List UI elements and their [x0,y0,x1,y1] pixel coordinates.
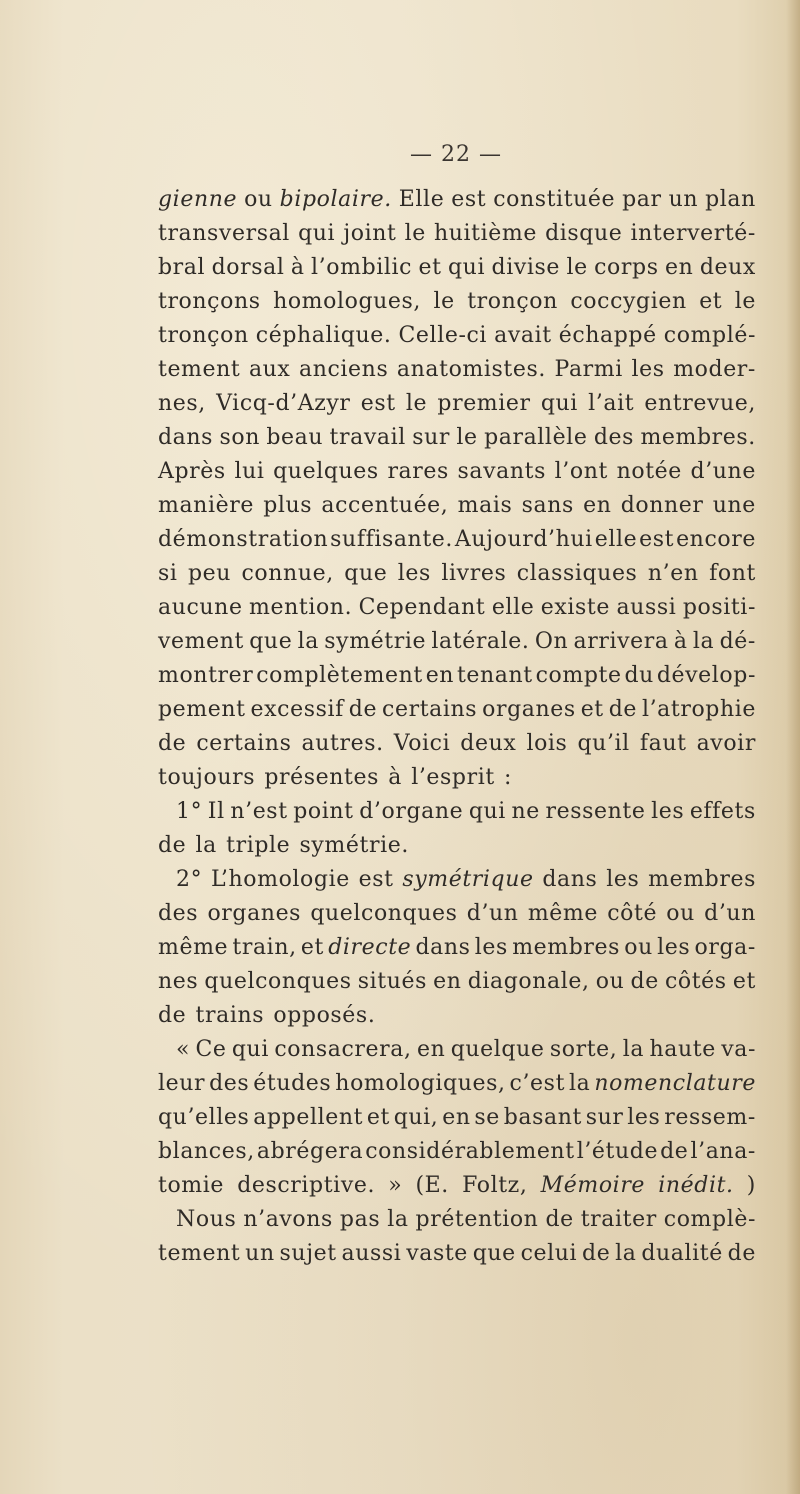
word: sur [585,1105,624,1130]
word: sur [412,425,451,450]
word: livres [441,561,507,586]
word: latérale. [431,629,530,654]
word: qu’il [577,731,630,756]
word: l’esprit [411,765,495,790]
word: avoir [696,731,756,756]
word: basant [503,1105,582,1130]
word: organes [482,697,576,722]
word: si [158,561,178,586]
word: l’ait [588,391,635,416]
text-line [158,285,756,319]
word: membres. [640,425,756,450]
word: disque [545,221,623,246]
word: Ce [195,1037,227,1062]
word: sujet [279,1241,337,1266]
word: de [158,731,187,756]
word: certains [382,697,478,722]
word: aucune [158,595,243,620]
word: va- [721,1037,756,1062]
word: connue, [241,561,334,586]
word: nomenclature [594,1071,756,1096]
word: et [366,1105,390,1130]
word: sans [521,493,574,518]
word: lois [526,731,568,756]
word: Nous [176,1207,237,1232]
text-line [158,897,756,931]
word: parallèle [484,425,588,450]
word: démonstration [158,527,329,552]
word: tenant [456,663,533,688]
word: consacrera, [274,1037,412,1062]
word: symétrique [402,867,534,892]
word: en [442,1105,471,1130]
word: ou [595,969,625,994]
word: n’est [230,799,288,824]
word: appellent [253,1105,364,1130]
word: ressente [545,799,646,824]
text-line [158,1033,756,1067]
word: le [734,289,756,314]
text-line [158,727,756,761]
word: par [622,187,662,212]
word: Foltz, [462,1173,528,1198]
page-number: — 22 — [410,142,502,167]
word: donner [620,493,704,518]
word: le [433,289,455,314]
word: et [300,935,324,960]
word: « [176,1037,191,1062]
word: faut [639,731,687,756]
text-line [158,625,756,659]
text-line [158,1067,756,1101]
word: de [348,697,378,722]
word: point [293,799,354,824]
word: l’ana- [690,1139,756,1164]
word: quelconques [204,969,352,994]
word: triple [226,833,291,858]
word: qui [468,799,506,824]
word: On [534,629,569,654]
word: des [209,1071,250,1096]
word: leur [158,1071,206,1096]
word: dorsal [211,255,285,280]
word: en [416,1037,446,1062]
word: peu [187,561,232,586]
word: deux [460,731,517,756]
word: d’organe [359,799,464,824]
word: les [397,561,431,586]
word: montrer [158,663,254,688]
word: entrevue, [644,391,756,416]
word: symétrie [324,629,427,654]
word: pement [158,697,246,722]
text-line [158,217,756,251]
word: tement [158,357,241,382]
word: la [692,629,715,654]
word: ressem- [664,1105,756,1130]
word: anatomistes. [396,357,546,382]
word: lui [234,459,265,484]
text-line [158,183,756,217]
word: positi- [682,595,756,620]
word: compte [535,663,622,688]
word: complè- [663,1207,756,1232]
word: est [639,527,675,552]
word: descriptive. [237,1173,376,1198]
word: qui [231,1037,269,1062]
word: céphalique. [255,323,392,348]
word: mais [457,493,513,518]
word: ou [624,935,653,960]
word: orga- [694,935,756,960]
text-line [158,353,756,387]
word: nes, [158,391,206,416]
word: Mémoire [540,1173,646,1198]
word: le [566,255,588,280]
word: tronçon [158,323,249,348]
word: 2° [176,867,203,892]
text-line [158,761,756,795]
word: : [504,765,513,790]
text-line [158,931,756,965]
word: dans [542,867,598,892]
word: de [608,697,637,722]
word: l’étude [576,1139,659,1164]
word: des [593,425,635,450]
word: Après [158,459,226,484]
word: considérablement [365,1139,575,1164]
text-line [158,489,756,523]
word: bipolaire. [279,187,392,212]
word: présentes [264,765,379,790]
word: Celle-ci [398,323,488,348]
word: côté [607,901,658,926]
word: manière [158,493,254,518]
word: Elle [398,187,445,212]
word: haute [649,1037,716,1062]
word: classiques [516,561,638,586]
word: même [158,935,229,960]
word: c’est [509,1071,566,1096]
word: homologiques, [335,1071,506,1096]
word: sorte, [549,1037,618,1062]
word: et [580,697,604,722]
word: ou [666,901,695,926]
word: beau [266,425,324,450]
text-line [158,251,756,285]
word: tronçon [467,289,558,314]
word: et [418,255,442,280]
text-line [158,829,756,863]
word: dualité [641,1241,723,1266]
word: suffisante. [330,527,453,552]
word: de [727,1241,756,1266]
text-line [158,863,756,897]
word: membres [512,935,621,960]
word: quelque [450,1037,545,1062]
word: vement [158,629,244,654]
word: même [527,901,598,926]
word: la [297,629,319,654]
word: membres [648,867,756,892]
word: d’un [466,901,519,926]
word: directe [328,935,412,960]
word: quelconques [310,901,458,926]
word: Voici [393,731,451,756]
word: que [344,561,388,586]
word: les [474,935,508,960]
word: les [631,357,665,382]
word: plus [263,493,313,518]
word: » [388,1173,403,1198]
word: mention. [249,595,353,620]
word: (E. [415,1173,449,1198]
word: les [606,867,640,892]
word: inédit. [658,1173,734,1198]
word: à [673,629,688,654]
word: font [709,561,756,586]
word: blances, [158,1139,255,1164]
word: la [387,1207,409,1232]
word: Parmi [554,357,623,382]
word: que [472,1241,516,1266]
word: tement [158,1241,241,1266]
text-line [158,387,756,421]
word: de [630,969,659,994]
word: la [568,1071,591,1096]
word: elle [491,595,535,620]
word: échappé [558,323,657,348]
word: Il [207,799,225,824]
word: symétrie. [299,833,409,858]
word: rares [387,459,449,484]
word: en [665,255,694,280]
word: travail [329,425,406,450]
text-line [158,1135,756,1169]
word: en [583,493,612,518]
word: des [158,901,199,926]
word: savants [457,459,546,484]
word: interverté- [630,221,756,246]
text-line [158,999,756,1033]
word: l’ombilic [311,255,413,280]
text-line [158,557,756,591]
word: anciens [299,357,389,382]
word: les [627,1105,661,1130]
word: huitième [434,221,537,246]
word: ou [244,187,273,212]
text-line [158,693,756,727]
word: la [615,1241,637,1266]
word: l’ont [554,459,608,484]
word: que [249,629,293,654]
word: qui, [393,1105,439,1130]
word: de [660,1139,689,1164]
word: existe [540,595,610,620]
word: la [195,833,217,858]
word: 1° [176,799,203,824]
word: l’atrophie [641,697,756,722]
word: de [582,1241,611,1266]
word: bral [158,255,206,280]
word: transversal [158,221,290,246]
word: prétention [415,1207,539,1232]
word: notée [616,459,682,484]
word: études [253,1071,332,1096]
text-line [158,659,756,693]
word: trains [195,1003,265,1028]
word: dé- [719,629,756,654]
word: son [219,425,260,450]
word: un [668,187,699,212]
word: le [456,425,478,450]
text-line [158,965,756,999]
word: pas [339,1207,381,1232]
word: avait [494,323,552,348]
word: qui [298,221,336,246]
word: aussi [341,1241,402,1266]
word: situés [357,969,428,994]
text-line [158,795,756,829]
body-text [158,183,756,1271]
word: autres. [301,731,384,756]
word: dévelop- [656,663,756,688]
word: tronçons [158,289,261,314]
word: n’en [647,561,699,586]
word: à [388,765,402,790]
word: aussi [616,595,677,620]
word: de [158,833,187,858]
word: est [360,391,396,416]
word: certains [196,731,292,756]
word: Aujourd’hui [454,527,593,552]
text-line [158,1203,756,1237]
word: constituée [493,187,616,212]
word: un [245,1241,275,1266]
word: divise [491,255,561,280]
word: dans [158,425,214,450]
text-line [158,523,756,557]
word: et [699,289,723,314]
word: complé- [663,323,756,348]
word: ne [511,799,540,824]
word: de [545,1207,574,1232]
word: qu’elles [158,1105,250,1130]
word: ) [746,1173,756,1198]
word: deux [699,255,756,280]
word: le [404,221,426,246]
word: du [624,663,654,688]
word: homologues, [273,289,422,314]
word: une [712,493,756,518]
word: la [622,1037,645,1062]
text-line [158,591,756,625]
word: Vicq-d’Azyr [216,391,351,416]
word: opposés. [273,1003,376,1028]
word: et [732,969,756,994]
word: n’avons [243,1207,333,1232]
word: traiter [580,1207,657,1232]
word: se [474,1105,500,1130]
word: d’une [690,459,756,484]
word: quelques [273,459,379,484]
word: en [433,969,462,994]
word: les [657,935,691,960]
word: encore [676,527,756,552]
page-edge-shadow [786,0,800,1494]
text-line [158,1101,756,1135]
word: complètement [256,663,423,688]
word: d’un [704,901,756,926]
word: les [651,799,685,824]
word: tomie [158,1173,225,1198]
word: vaste [406,1241,468,1266]
word: qui [448,255,486,280]
word: Cependant [358,595,486,620]
text-line [158,1237,756,1271]
word: plan [705,187,756,212]
word: est [451,187,487,212]
word: elle [594,527,638,552]
word: train, [232,935,297,960]
word: gienne [158,187,238,212]
word: arrivera [573,629,669,654]
word: L’homologie [210,867,350,892]
word: dans [415,935,471,960]
word: abrégera [256,1139,364,1164]
word: celui [520,1241,578,1266]
word: côtés [664,969,727,994]
word: coccygien [570,289,687,314]
word: diagonale, [467,969,590,994]
word: excessif [250,697,344,722]
word: de [158,1003,187,1028]
text-line [158,421,756,455]
word: le [405,391,428,416]
word: est [358,867,394,892]
word: nes [158,969,199,994]
word: joint [343,221,397,246]
word: en [425,663,455,688]
text-line [158,455,756,489]
text-line [158,319,756,353]
word: à [290,255,305,280]
word: aux [248,357,291,382]
word: corps [594,255,659,280]
word: qui [540,391,578,416]
word: premier [437,391,531,416]
word: toujours [158,765,256,790]
word: moder- [673,357,756,382]
word: organes [207,901,302,926]
word: effets [689,799,756,824]
text-line [158,1169,756,1203]
word: accentuée, [321,493,449,518]
